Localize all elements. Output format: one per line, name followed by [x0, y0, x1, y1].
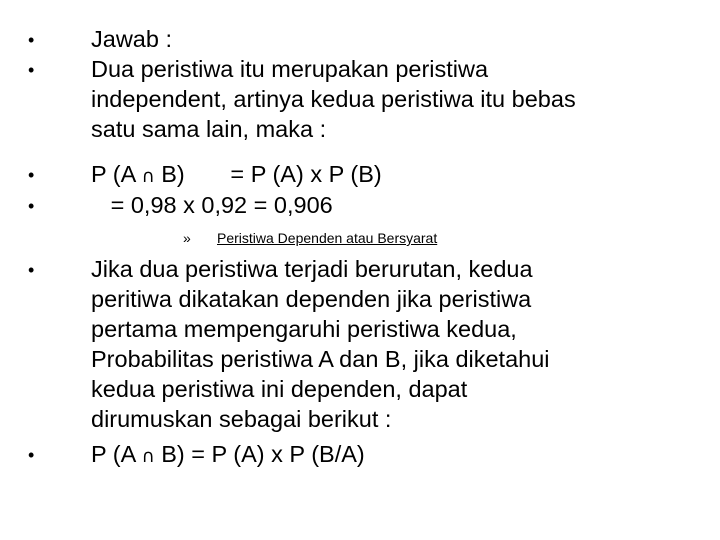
formula-part: P (A: [91, 161, 142, 187]
text-line: peritiwa dikatakan dependen jika peristiwa: [91, 286, 532, 312]
formula-part: P (A: [91, 441, 142, 467]
sub-heading: [183, 229, 437, 247]
text-line: Dua peristiwa itu merupakan peristiwa: [91, 56, 489, 82]
bullet: •: [28, 196, 35, 216]
text-line: Probabilitas peristiwa A dan B, jika diketahui: [91, 346, 550, 372]
text-line: independent, artinya kedua peristiwa itu bebas: [91, 86, 576, 112]
text-line: kedua peristiwa ini dependen, dapat: [91, 376, 468, 402]
text-line: dirumuskan sebagai berikut :: [91, 406, 392, 432]
sub-heading-label: Peristiwa Dependen atau Bersyarat: [217, 230, 438, 246]
formula-independent: [91, 160, 701, 192]
formula-part: B) = P (A) x P (B/A): [154, 441, 365, 467]
text-line: Jika dua peristiwa terjadi berurutan, kedua: [91, 256, 533, 282]
text-line: satu sama lain, maka :: [91, 116, 327, 142]
bullet: •: [28, 445, 35, 465]
bullet: •: [28, 60, 35, 80]
formula-dependent: [91, 440, 701, 472]
sub-bullet: »: [183, 230, 191, 246]
text-line: pertama mempengaruhi peristiwa kedua,: [91, 316, 517, 342]
bullet: •: [28, 260, 35, 280]
formula-part: B) = P (A) x P (B): [154, 161, 382, 187]
calculation-line: = 0,98 x 0,92 = 0,906: [91, 192, 333, 218]
bullet: •: [28, 30, 35, 50]
answer-line: Jawab :: [91, 26, 172, 52]
bullet: •: [28, 165, 35, 185]
intersection-symbol: ∩: [141, 166, 155, 187]
intersection-symbol: ∩: [141, 446, 155, 467]
